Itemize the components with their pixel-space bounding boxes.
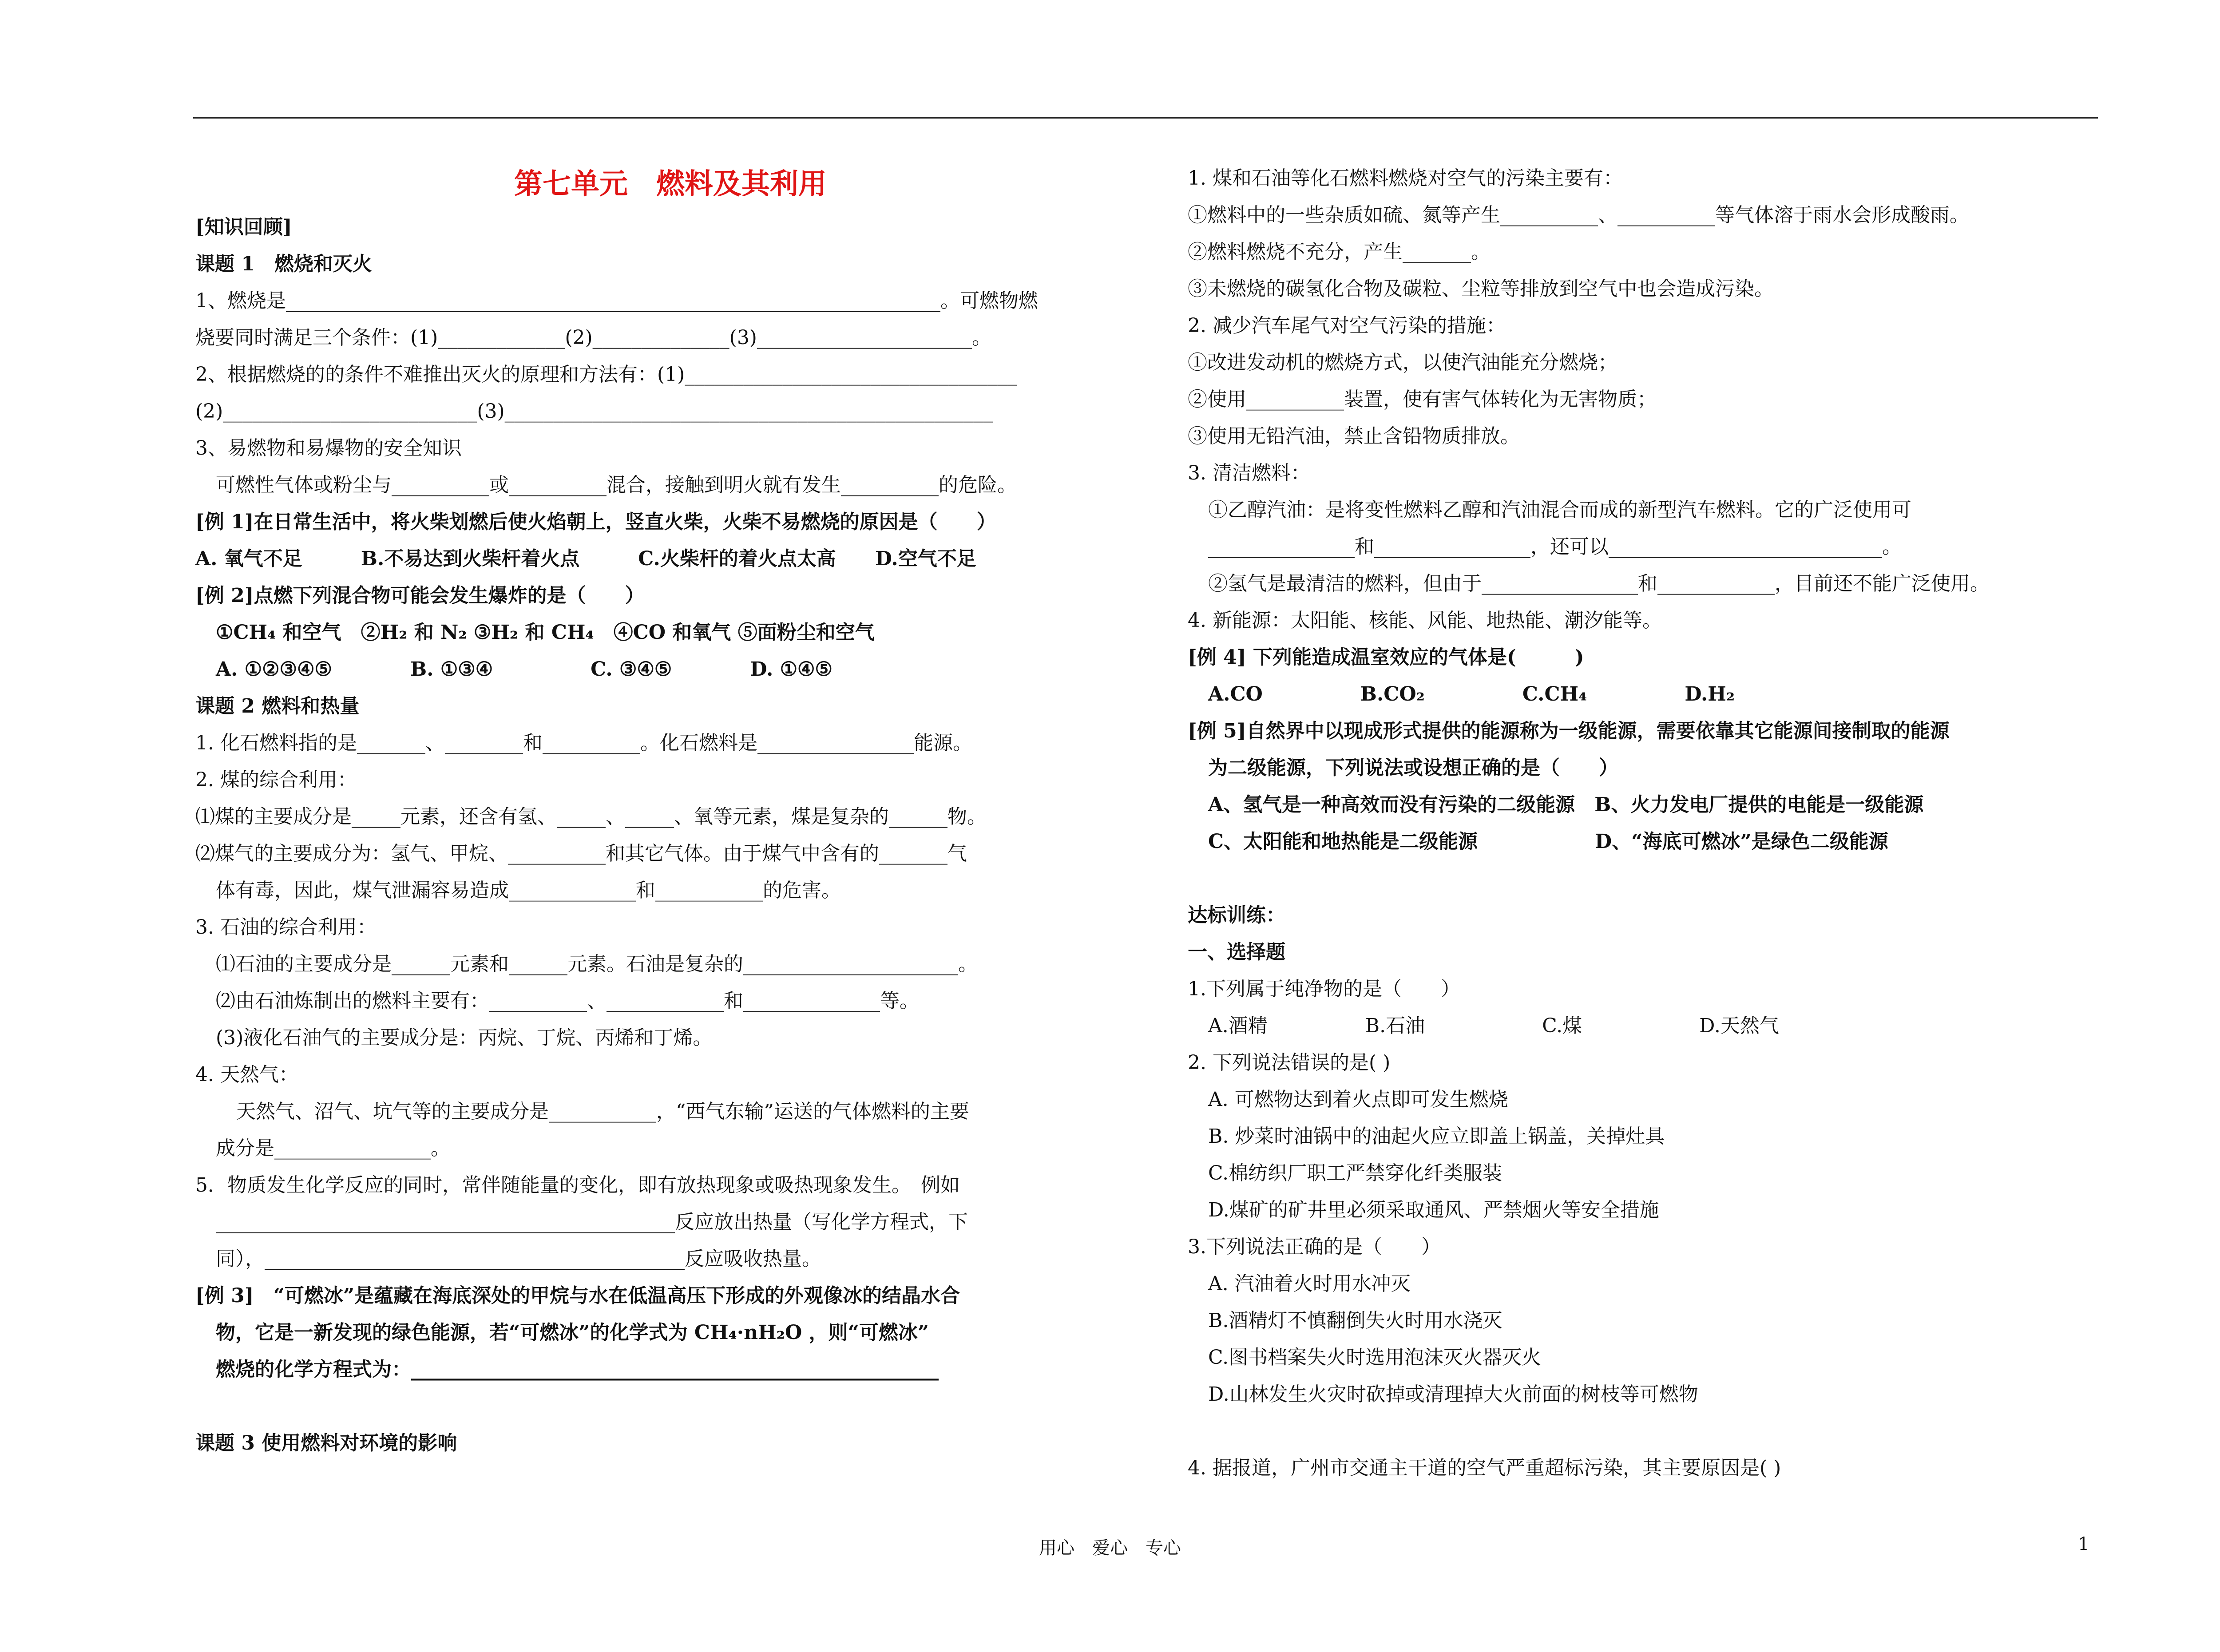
left-line-7: 可燃性气体或粉尘与__________或__________混合，接触到明火就有发生__________的危险。 bbox=[216, 474, 1017, 496]
right-line-2: ②燃料燃烧不充分，产生_______。 bbox=[1188, 241, 1491, 263]
right-line-35: 4. 据报道，广州市交通主干道的空气严重超标污染，其主要原因是( ) bbox=[1188, 1457, 1781, 1479]
right-line-29: 3.下列说法正确的是（ ） bbox=[1188, 1236, 1441, 1258]
right-line-0: 1. 煤和石油等化石燃料燃烧对空气的污染主要有： bbox=[1188, 167, 1623, 190]
right-line-34 bbox=[1188, 1413, 2102, 1450]
page-footer: 用心 爱心 专心 bbox=[1039, 1538, 1181, 1558]
right-line-30: A. 汽油着火时用水冲灭 bbox=[1208, 1272, 1411, 1295]
right-lines bbox=[1188, 160, 2102, 1486]
right-line-15: [例 5]自然界中以现成形式提供的能源称为一级能源，需要依靠其它能源间接制取的能源 bbox=[1188, 720, 1950, 742]
right-line-4: 2. 减少汽车尾气对空气污染的措施： bbox=[1188, 314, 1506, 337]
right-line-8: 3. 清洁燃料： bbox=[1188, 462, 1310, 484]
left-line-30: 物，它是一新发现的绿色能源，若“可燃冰”的化学式为 CH₄·nH₂O ，则“可燃冰” bbox=[216, 1321, 929, 1344]
left-line-9: A. 氧气不足 B.不易达到火柴杆着火点 C.火柴杆的着火点太高 D.空气不足 bbox=[195, 547, 976, 570]
left-line-13: 课题 2 燃料和热量 bbox=[195, 695, 360, 717]
right-line-6: ②使用__________装置，使有害气体转化为无害物质； bbox=[1188, 388, 1657, 411]
left-line-19: 3. 石油的综合利用： bbox=[195, 916, 377, 939]
left-line-28: 同），___________________________________________反应吸收热量。 bbox=[216, 1248, 821, 1270]
right-line-18: C、太阳能和地热能是二级能源 D、“海底可燃冰”是绿色二级能源 bbox=[1208, 830, 1888, 853]
left-line-20: ⑴石油的主要成分是______元素和______元素。石油是复杂的______________________。 bbox=[216, 953, 978, 975]
header-rule bbox=[193, 117, 2098, 119]
left-line-4: 2、根据燃烧的的条件不难推出灭火的原理和方法有：(1)__________________________________ bbox=[195, 363, 1017, 386]
right-line-28: D.煤矿的矿井里必须采取通风、严禁烟火等安全措施 bbox=[1208, 1199, 1659, 1221]
left-line-18: 体有毒，因此，煤气泄漏容易造成_____________和___________的危害。 bbox=[216, 879, 841, 902]
right-line-10: _______________和________________，还可以____________________________。 bbox=[1208, 535, 1902, 558]
left-line-33: 课题 3 使用燃料对环境的影响 bbox=[195, 1432, 457, 1454]
left-line-5: (2)__________________________(3)__________________________________________________ bbox=[195, 400, 993, 423]
left-line-23: 4. 天然气： bbox=[195, 1063, 298, 1086]
right-line-27: C.棉纺织厂职工严禁穿化纤类服装 bbox=[1208, 1162, 1502, 1185]
left-line-16: ⑴煤的主要成分是_____元素，还含有氢、_____、_____、氧等元素，煤是复杂的______物。 bbox=[195, 805, 987, 828]
left-line-24: 天然气、沼气、坑气等的主要成分是___________，“西气东输”运送的气体燃料的主要 bbox=[236, 1100, 969, 1123]
left-line-25: 成分是________________。 bbox=[216, 1137, 450, 1160]
left-line-26: 5．物质发生化学反应的同时，常伴随能量的变化，即有放热现象或吸热现象发生。 例如 bbox=[195, 1174, 960, 1196]
left-lines bbox=[195, 209, 1110, 1462]
right-line-16: 为二级能源，下列说法或设想正确的是（ ） bbox=[1208, 757, 1618, 779]
left-line-3: 烧要同时满足三个条件：(1)_____________(2)______________(3)______________________。 bbox=[195, 326, 991, 349]
left-line-21: ⑵由石油炼制出的燃料主要有：__________、____________和______________等。 bbox=[216, 990, 919, 1012]
right-line-13: [例 4] 下列能造成温室效应的气体是( ) bbox=[1188, 646, 1584, 669]
left-line-17: ⑵煤气的主要成分为：氢气、甲烷、__________和其它气体。由于煤气中含有的_______气 bbox=[195, 842, 967, 865]
left-line-6: 3、易燃物和易爆物的安全知识 bbox=[195, 437, 462, 460]
right-line-5: ①改进发动机的燃烧方式，以使汽油能充分燃烧； bbox=[1188, 351, 1617, 374]
right-line-33: D.山林发生火灾时砍掉或清理掉大火前面的树枝等可燃物 bbox=[1208, 1383, 1698, 1406]
right-line-7: ③使用无铅汽油，禁止含铅物质排放。 bbox=[1188, 425, 1520, 448]
right-line-31: B.酒精灯不慎翻倒失火时用水浇灭 bbox=[1208, 1309, 1502, 1332]
left-line-22: (3)液化石油气的主要成分是：丙烷、丁烷、丙烯和丁烯。 bbox=[216, 1026, 713, 1049]
left-line-12: A. ①②③④⑤ B. ①③④ C. ③④⑤ D. ①④⑤ bbox=[216, 658, 832, 681]
left-line-15: 2. 煤的综合利用： bbox=[195, 769, 357, 791]
right-line-9: ①乙醇汽油：是将变性燃料乙醇和汽油混合而成的新型汽车燃料。它的广泛使用可 bbox=[1208, 499, 1911, 521]
left-line-32 bbox=[195, 1388, 1110, 1425]
page-number: 1 bbox=[2078, 1534, 2089, 1554]
left-line-2: 1、燃烧是___________________________________________________________________。可燃物燃 bbox=[195, 289, 1038, 312]
left-line-27: _______________________________________________反应放出热量（写化学方程式，下 bbox=[216, 1211, 968, 1233]
right-column bbox=[1188, 160, 2102, 1486]
right-line-3: ③未燃烧的碳氢化合物及碳粒、尘粒等排放到空气中也会造成污染。 bbox=[1188, 277, 1774, 300]
right-line-1: ①燃料中的一些杂质如硫、氮等产生__________、__________等气体溶于雨水会形成酸雨。 bbox=[1188, 204, 1969, 226]
right-line-11: ②氢气是最清洁的燃料，但由于________________和____________，目前还不能广泛使用。 bbox=[1208, 572, 1990, 595]
left-line-11: ①CH₄ 和空气 ②H₂ 和 N₂ ③H₂ 和 CH₄ ④CO 和氧气 ⑤面粉尘和空气 bbox=[216, 621, 875, 644]
right-line-17: A、氢气是一种高效而没有污染的二级能源 B、火力发电厂提供的电能是一级能源 bbox=[1208, 793, 1924, 816]
left-line-0: [知识回顾] bbox=[195, 216, 292, 238]
right-line-25: A. 可燃物达到着火点即可发生燃烧 bbox=[1208, 1088, 1508, 1111]
right-line-12: 4. 新能源：太阳能、核能、风能、地热能、潮汐能等。 bbox=[1188, 609, 1662, 632]
right-line-19 bbox=[1188, 860, 2102, 897]
left-column bbox=[195, 160, 1110, 1462]
left-line-10: [例 2]点燃下列混合物可能会发生爆炸的是（ ） bbox=[195, 584, 645, 607]
left-line-8: [例 1]在日常生活中，将火柴划燃后使火焰朝上，竖直火柴，火柴不易燃烧的原因是（ ） bbox=[195, 511, 996, 533]
right-line-14: A.CO B.CO₂ C.CH₄ D.H₂ bbox=[1208, 683, 1735, 705]
left-line-14: 1. 化石燃料指的是_______、________和__________。化石燃料是________________能源。 bbox=[195, 732, 972, 754]
left-line-29: [例 3] “可燃冰”是蕴藏在海底深处的甲烷与水在低温高压下形成的外观像冰的结晶水合 bbox=[195, 1284, 960, 1307]
right-line-23: A.酒精 B.石油 C.煤 D.天然气 bbox=[1208, 1014, 1779, 1037]
right-line-24: 2. 下列说法错误的是( ) bbox=[1188, 1051, 1391, 1074]
right-line-32: C.图书档案失火时选用泡沫灭火器灭火 bbox=[1208, 1346, 1542, 1369]
page-title: 第七单元 燃料及其利用 bbox=[514, 167, 827, 201]
left-line-1: 课题 1 燃烧和灭火 bbox=[195, 253, 372, 275]
right-line-22: 1.下列属于纯净物的是（ ） bbox=[1188, 978, 1460, 1000]
right-line-26: B. 炒菜时油锅中的油起火应立即盖上锅盖，关掉灶具 bbox=[1208, 1125, 1665, 1148]
right-line-21: 一、选择题 bbox=[1188, 941, 1285, 963]
right-line-20: 达标训练： bbox=[1188, 904, 1285, 927]
left-line-31: 燃烧的化学方程式为：______________________________________________________ bbox=[216, 1358, 939, 1381]
